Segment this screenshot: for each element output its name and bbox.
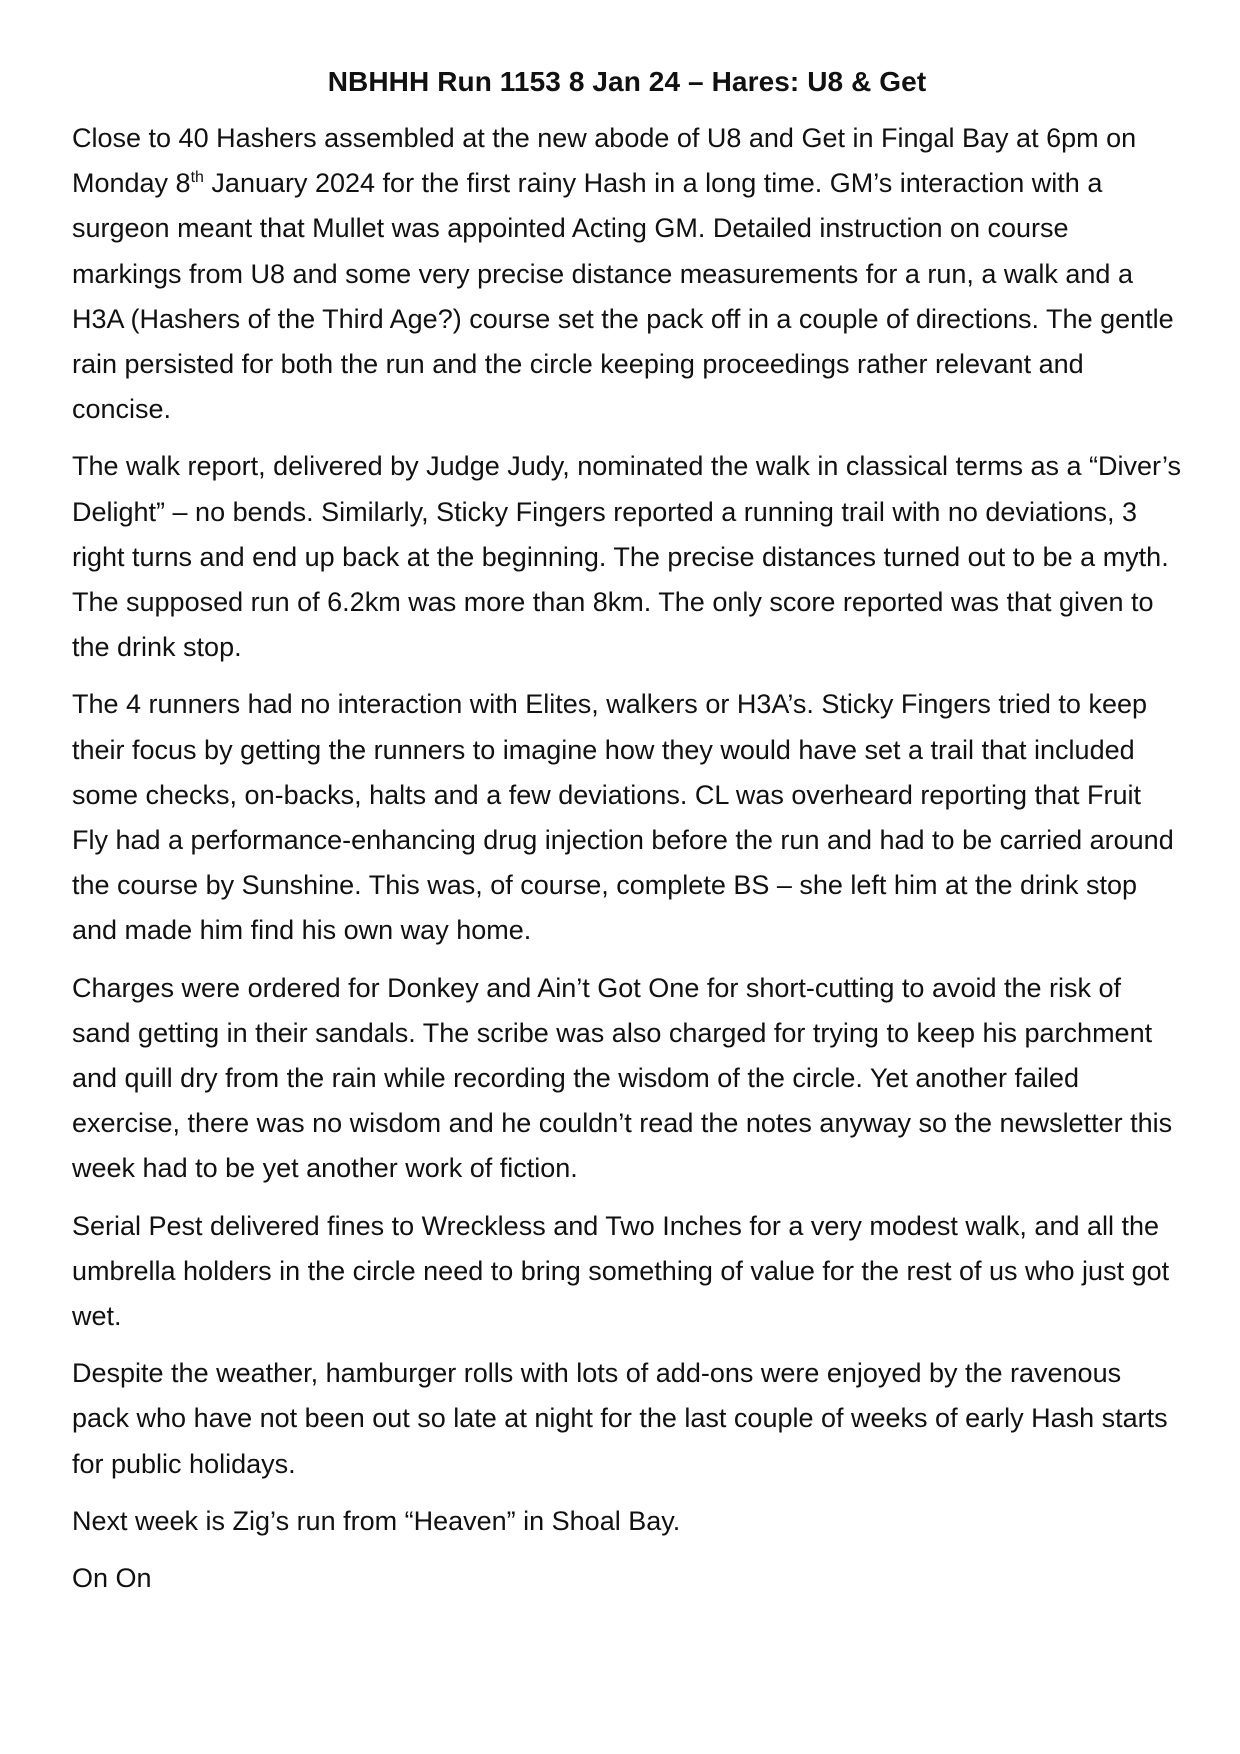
- paragraph-runners: The 4 runners had no interaction with Elites, walkers or H3A’s. Sticky Fingers tried to keep their focus by getting the runners to imagine how they would have set a trail that included some checks, on-backs, halts and a few deviations. CL was overheard reporting that Fruit Fly had a performance-enhancing drug injection before the run and had to be carried around the course by Sunshine. This was, of course, complete BS – she left him at the drink stop and made him find his own way home.: [72, 689, 1174, 946]
- newsletter-page: [72, 62, 1182, 1601]
- signoff: On On: [72, 1563, 152, 1594]
- ordinal-suffix: th: [190, 169, 204, 187]
- paragraph-charges: Charges were ordered for Donkey and Ain’t Got One for short-cutting to avoid the risk of sand getting in their sandals. The scribe was also charged for trying to keep his parchment and quill dry from the rain while recording the wisdom of the circle. Yet another failed exercise, there was no wisdom and he couldn’t read the notes anyway so the newsletter this week had to be yet another work of fiction.: [72, 972, 1173, 1184]
- paragraph-next-week: Next week is Zig’s run from “Heaven” in Shoal Bay.: [72, 1505, 681, 1536]
- paragraph-food: Despite the weather, hamburger rolls with lots of add-ons were enjoyed by the ravenous pack who have not been out so late at night for the last couple of weeks of early Hash starts for public holidays.: [72, 1358, 1168, 1479]
- intro-text-end: January 2024 for the first rainy Hash in a long time. GM’s interaction with a surgeon meant that Mullet was appointed Acting GM. Detailed instruction on course markings from U8 and some very precise distance measurements for a run, a walk and a H3A (Hashers of the Third Age?) course set the pack off in a couple of directions. The gentle rain persisted for both the run and the circle keeping proceedings rather relevant and concise.: [72, 168, 1174, 425]
- intro-text-start: Close to 40 Hashers assembled at the new abode of U8 and Get in Fingal Bay at 6pm on Monday 8: [72, 123, 1137, 199]
- paragraph-walk-report: The walk report, delivered by Judge Judy, nominated the walk in classical terms as a “Diver’s Delight” – no bends. Similarly, Sticky Fingers reported a running trail with no deviations, 3 right turns and end up back at the beginning. The precise distances turned out to be a myth. The supposed run of 6.2km was more than 8km. The only score reported was that given to the drink stop.: [72, 451, 1181, 663]
- page-title: NBHHH Run 1153 8 Jan 24 – Hares: U8 & Get: [327, 66, 927, 97]
- paragraph-fines: Serial Pest delivered fines to Wreckless and Two Inches for a very modest walk, and all the umbrella holders in the circle need to bring something of value for the rest of us who just got wet.: [72, 1210, 1170, 1332]
- paragraph-intro: [72, 116, 1182, 432]
